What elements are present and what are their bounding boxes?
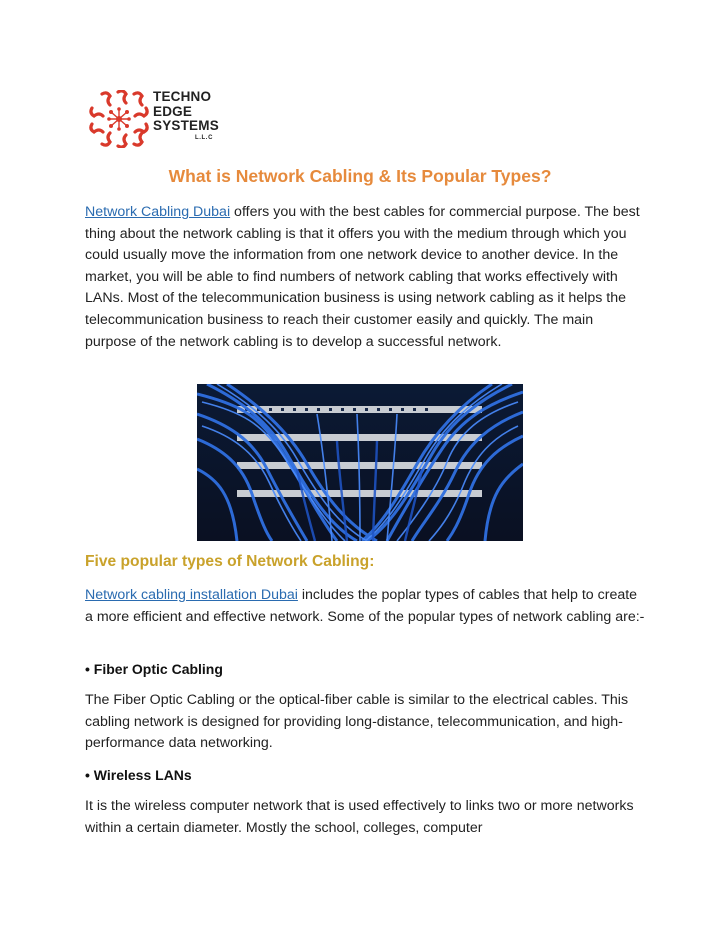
network-cables-photo (197, 384, 523, 541)
network-cabling-installation-dubai-link[interactable]: Network cabling installation Dubai (85, 587, 298, 603)
list-item-heading: • Wireless LANs (85, 767, 192, 783)
logo-line-2: EDGE (153, 103, 193, 119)
logo-wordmark (153, 90, 219, 141)
list-item-text: The Fiber Optic Cabling or the optical-fiber cable is similar to the electrical cables. This cabling network is designed for providing long-distance, telecommunication, and high-performance data networking. (85, 692, 629, 752)
logo-emblem-icon (88, 90, 150, 148)
section-intro-text: includes the poplar types of cables that help to create a more efficient and effective network. Some of the popular types of network cabling are:- (85, 587, 645, 625)
network-cabling-dubai-link[interactable]: Network Cabling Dubai (85, 204, 231, 220)
logo-suffix: L.L.C (195, 134, 213, 141)
section-intro-paragraph (85, 585, 645, 628)
list-item-text: It is the wireless computer network that is used effectively to links two or more networks within a certain diameter. Mostly the school, colleges, computer (85, 798, 634, 836)
logo-line-1: TECHNO (153, 89, 212, 104)
intro-paragraph (85, 202, 645, 353)
company-logo[interactable] (88, 90, 219, 148)
section-heading: Five popular types of Network Cabling: (85, 553, 375, 570)
list-item-heading: • Fiber Optic Cabling (85, 661, 223, 677)
page-title: What is Network Cabling & Its Popular Types? (168, 166, 552, 186)
logo-line-3: SYSTEMS (153, 118, 219, 133)
intro-text: offers you with the best cables for commercial purpose. The best thing about the network cabling is that it offers you with the medium through which you could usually move the information from one network device to another device. In the market, you will be able to find numbers of network cabling that works effectively with LANs. Most of the telecommunication business is using network cabling as it helps the telecommunication business to reach their customer easily and quickly. The main purpose of the network cabling is to develop a successful network. (85, 204, 640, 350)
